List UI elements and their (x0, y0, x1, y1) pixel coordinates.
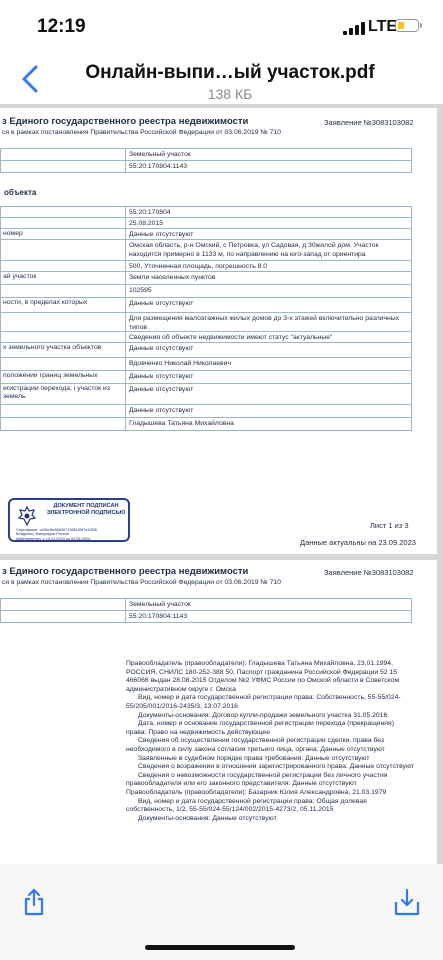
rights-paragraph: Правообладатель (правообладатели): Базарник Юлия Александровна, 21.03.1979 (126, 788, 387, 796)
bottom-toolbar (0, 864, 443, 960)
row-value: 55:20:170804:1143 (129, 163, 188, 170)
page-header-title: з Единого государственного реестра недвижимости (2, 566, 249, 577)
row-label: положении границ земельных (3, 372, 98, 379)
rights-paragraph: Документы-основания: Договор купли-продажи земельного участка 31.05.2016 (138, 711, 388, 719)
document-title: Онлайн-выпи…ый участок.pdf (85, 62, 375, 83)
section-title: объекта (4, 188, 37, 197)
row-value: Омская область, р-н Омский, с Петровка, ул Садовая, д 30жилой дом. Участок находится примерно в 1133 м, по направлению на юго-запад от ориентира (129, 242, 379, 258)
rights-paragraph: Вид, номер и дата государственной регистрации права: Общая долевая собственность, 1/2, 55-55/024-55/124/002/2015-4273/2, 05.11.2015 (126, 797, 367, 814)
column-divider (125, 261, 126, 271)
rights-paragraph: Правообладатель (правообладатели): Гладышева Татьяна Михайловна, 23.01.1994, РОССИЯ, СНИЛС 180-252-388 50, Паспорт гражданина Российской Федерации 52 15 466066 выдан 28.08.2015 Отделом №2 УФМС России по Омской области в Советском административном округе г. Омска (126, 660, 400, 693)
data-actual-date: Данные актуальны на 23.09.2023 (300, 538, 416, 547)
signal-icon (343, 22, 365, 35)
table-row (0, 383, 412, 405)
row-label: ности, в пределах которых (3, 299, 88, 306)
column-divider (125, 229, 126, 239)
stamp-owner: Владелец: Минцифры России (16, 532, 69, 537)
row-value: Данные отсутствуют (129, 300, 194, 307)
stamp-details (16, 528, 128, 541)
page-header-title: з Единого государственного реестра недвижимости (2, 116, 249, 127)
navigation-bar (0, 56, 443, 104)
table-row (0, 404, 412, 418)
table-row (0, 417, 412, 431)
rights-paragraph: Документы-основания: Данные отсутствуют (138, 814, 277, 822)
column-divider (125, 611, 126, 622)
column-divider (125, 240, 126, 260)
row-label: ай участок (3, 273, 37, 280)
application-number: Заявление №3083103082 (324, 568, 414, 577)
column-divider (125, 358, 126, 370)
column-divider (125, 343, 126, 357)
row-value: Сведения об объекте недвижимости имеют статус "актуальные" (129, 334, 333, 341)
row-value: Для размещения малоэтажных жилых домов до 3-х этажей включительно различных типов (129, 315, 400, 331)
row-value: Данные отсутствуют (129, 345, 194, 352)
electronic-signature-stamp (8, 498, 130, 542)
battery-icon (395, 19, 419, 32)
column-divider (125, 599, 126, 610)
row-value: Земли населенных пунктов (129, 274, 216, 281)
table-row (0, 357, 412, 371)
row-value: 500, Уточненная площадь, погрешность 8.0 (129, 263, 268, 270)
row-value: 55:20:170804:1143 (129, 613, 188, 620)
table-row (0, 284, 412, 298)
row-value: Данные отсутствуют (129, 386, 194, 393)
table-row (0, 312, 412, 332)
row-value: 102595 (129, 287, 152, 294)
page-header-subtitle: ся в рамках постановления Правительства Российской Федерации от 03.06.2019 № 710 (2, 579, 281, 586)
column-divider (125, 332, 126, 342)
pdf-viewer[interactable] (0, 104, 443, 864)
share-icon[interactable] (22, 888, 46, 916)
file-size: 138 КБ (207, 86, 253, 102)
pdf-page-1 (0, 108, 437, 554)
chevron-left-icon[interactable] (18, 64, 44, 94)
stamp-title: ДОКУМЕНТ ПОДПИСАН ЭЛЕКТРОННОЙ ПОДПИСЬЮ (46, 503, 126, 516)
rights-paragraph: Заявленные в судебном порядке права требования: Данные отсутствуют (138, 754, 370, 762)
table-row (0, 342, 412, 358)
status-bar (0, 0, 443, 56)
row-value: Вдовченко Николай Николаевич (129, 360, 231, 367)
table-row (0, 610, 412, 623)
column-divider (125, 161, 126, 172)
column-divider (125, 218, 126, 228)
column-divider (125, 313, 126, 331)
table-row (0, 271, 412, 285)
row-label: х земельного участка объектов (3, 344, 102, 351)
pdf-page-2 (0, 560, 437, 864)
column-divider (125, 298, 126, 312)
stamp-validity: Действителен: с 12.01.2023 по 04.06.2024 (16, 536, 91, 541)
row-value: 25.08.2015 (129, 220, 164, 227)
home-indicator[interactable] (145, 945, 295, 950)
column-divider (125, 384, 126, 404)
sheet-number: Лист 1 из 3 (370, 521, 409, 530)
rights-paragraph: Сведения о невозможности государственной регистрации без личного участия правообладателя или его законного представителя: Данные отсутствуют (126, 771, 388, 788)
application-number: Заявление №3083103082 (324, 118, 414, 127)
table-row (0, 370, 412, 384)
battery-tip (420, 23, 422, 28)
status-time: 12:19 (37, 16, 86, 37)
rights-paragraph: Сведения об осуществлении государственной регистрации сделки, права без необходимого в силу закона согласия третьего лица, органа: Данные отсутствуют (126, 737, 385, 753)
row-label: номер (3, 230, 23, 237)
column-divider (125, 405, 126, 417)
table-row (0, 160, 412, 173)
row-value: Данные отсутствуют (129, 231, 194, 238)
rights-paragraph: Вид, номер и дата государственной регистрации права: Собственность, 55-55/024-55/205/001/2016-2435/3, 13.07.2016 (126, 694, 401, 710)
table-row (0, 297, 412, 313)
stamp-certificate: Сертификат: ra26e3fe8683671985169f7a1f356 (16, 528, 97, 532)
row-value: 55:20:170804 (129, 209, 171, 216)
coat-of-arms-icon (16, 505, 38, 527)
column-divider (125, 149, 126, 160)
column-divider (125, 207, 126, 217)
column-divider (125, 285, 126, 297)
column-divider (125, 418, 126, 430)
row-value: Данные отсутствуют (129, 407, 194, 414)
row-value: Земельный участок (129, 601, 191, 608)
page-header-subtitle: ся в рамках постановления Правительства Российской Федерации от 03.06.2019 № 710 (2, 129, 281, 136)
table-row (0, 239, 412, 261)
network-type: LTE (368, 18, 398, 35)
column-divider (125, 272, 126, 284)
row-value: Гладышева Татьяна Михайловна (129, 420, 234, 427)
rights-holders-text (126, 660, 416, 823)
row-value: Земельный участок (129, 151, 191, 158)
row-value: Данные отсутствуют (129, 373, 194, 380)
save-to-files-icon[interactable] (394, 888, 420, 916)
row-label: егистрации перехода, і участок из земель (3, 385, 110, 400)
column-divider (125, 371, 126, 383)
rights-paragraph: Дата, номер и основание государственной регистрации перехода (прекращения) права: Право на недвижимость действующее (126, 720, 394, 736)
rights-paragraph: Сведения о возражении в отношении зарегистрированного права: Данные отсутствуют (138, 763, 415, 771)
